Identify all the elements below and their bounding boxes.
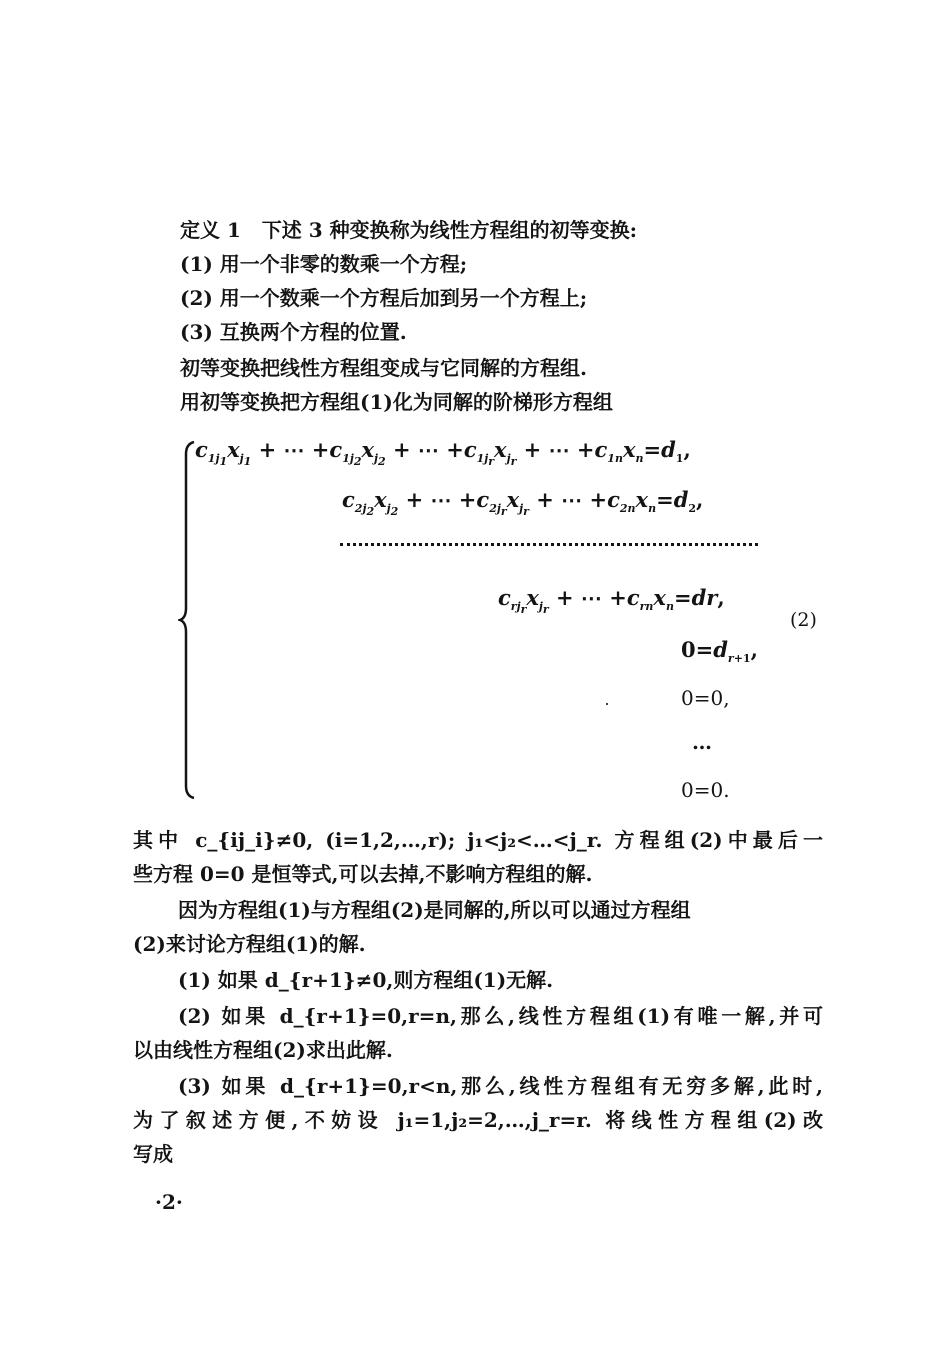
statement-equivalence: 初等变换把线性方程组变成与它同解的方程组. xyxy=(180,356,587,380)
paragraph-1-line-2: 些方程 0=0 是恒等式,可以去掉,不影响方程组的解. xyxy=(133,862,593,886)
statement-reduce: 用初等变换把方程组(1)化为同解的阶梯形方程组 xyxy=(180,390,613,414)
definition-item-3: (3) 互换两个方程的位置. xyxy=(180,320,407,344)
equation-row-r: $c_{rj_r}x_{j_r}$ + ⋯ $+c_{rn}x_n=dr$, xyxy=(498,585,725,617)
equation-row-r-plus-1: $0=d_{r+1}$, xyxy=(681,637,758,666)
system-label: (2) xyxy=(790,609,817,631)
equation-row-1: $c_{1j_1}x_{j_1}$ + ⋯ $+c_{1j_2}x_{j_2}$ + ⋯ $+c_{1j_r}x_{j_r}$ + ⋯ $+c_{1n}x_n=d_1$, xyxy=(195,437,691,469)
equation-row-2: $c_{2j_2}x_{j_2}$ + ⋯ $+c_{2j_r}x_{j_r}$ + ⋯ $+c_{2n}x_n=d_2$, xyxy=(342,487,704,519)
case-3-line-3: 写成 xyxy=(133,1142,173,1166)
definition-title: 定义 1 xyxy=(180,218,241,242)
definition-intro: 下述 3 种变换称为线性方程组的初等变换: xyxy=(261,218,638,242)
case-3-line-1: (3) 如果 d_{r+1}=0,r<n,那么,线性方程组有无穷多解,此时, xyxy=(178,1074,823,1098)
definition-heading xyxy=(180,216,637,244)
case-3-line-2: 为了叙述方便,不妨设 j₁=1,j₂=2,…,j_r=r. 将线性方程组(2)改 xyxy=(133,1108,823,1132)
paragraph-2-line-2: (2)来讨论方程组(1)的解. xyxy=(133,932,366,956)
scan-speck xyxy=(606,703,608,705)
definition-item-2: (2) 用一个数乘一个方程后加到另一个方程上; xyxy=(180,286,588,310)
paragraph-1-line-1: 其中 c_{ij_i}≠0, (i=1,2,…,r); j₁<j₂<…<j_r. 方程组(2)中最后一 xyxy=(133,828,823,852)
paragraph-2-line-1: 因为方程组(1)与方程组(2)是同解的,所以可以通过方程组 xyxy=(178,898,691,922)
trivial-dots: … xyxy=(692,730,712,754)
trivial-equation-1: 0=0, xyxy=(681,686,730,710)
case-1: (1) 如果 d_{r+1}≠0,则方程组(1)无解. xyxy=(178,968,554,992)
trivial-equation-2: 0=0. xyxy=(681,778,730,802)
case-2-line-2: 以由线性方程组(2)求出此解. xyxy=(133,1038,393,1062)
page-number: ·2· xyxy=(155,1190,183,1214)
left-brace xyxy=(178,440,198,800)
definition-item-1: (1) 用一个非零的数乘一个方程; xyxy=(180,252,468,276)
case-2-line-1: (2) 如果 d_{r+1}=0,r=n,那么,线性方程组(1)有唯一解,并可 xyxy=(178,1004,823,1028)
equation-ellipsis-row xyxy=(340,543,758,550)
